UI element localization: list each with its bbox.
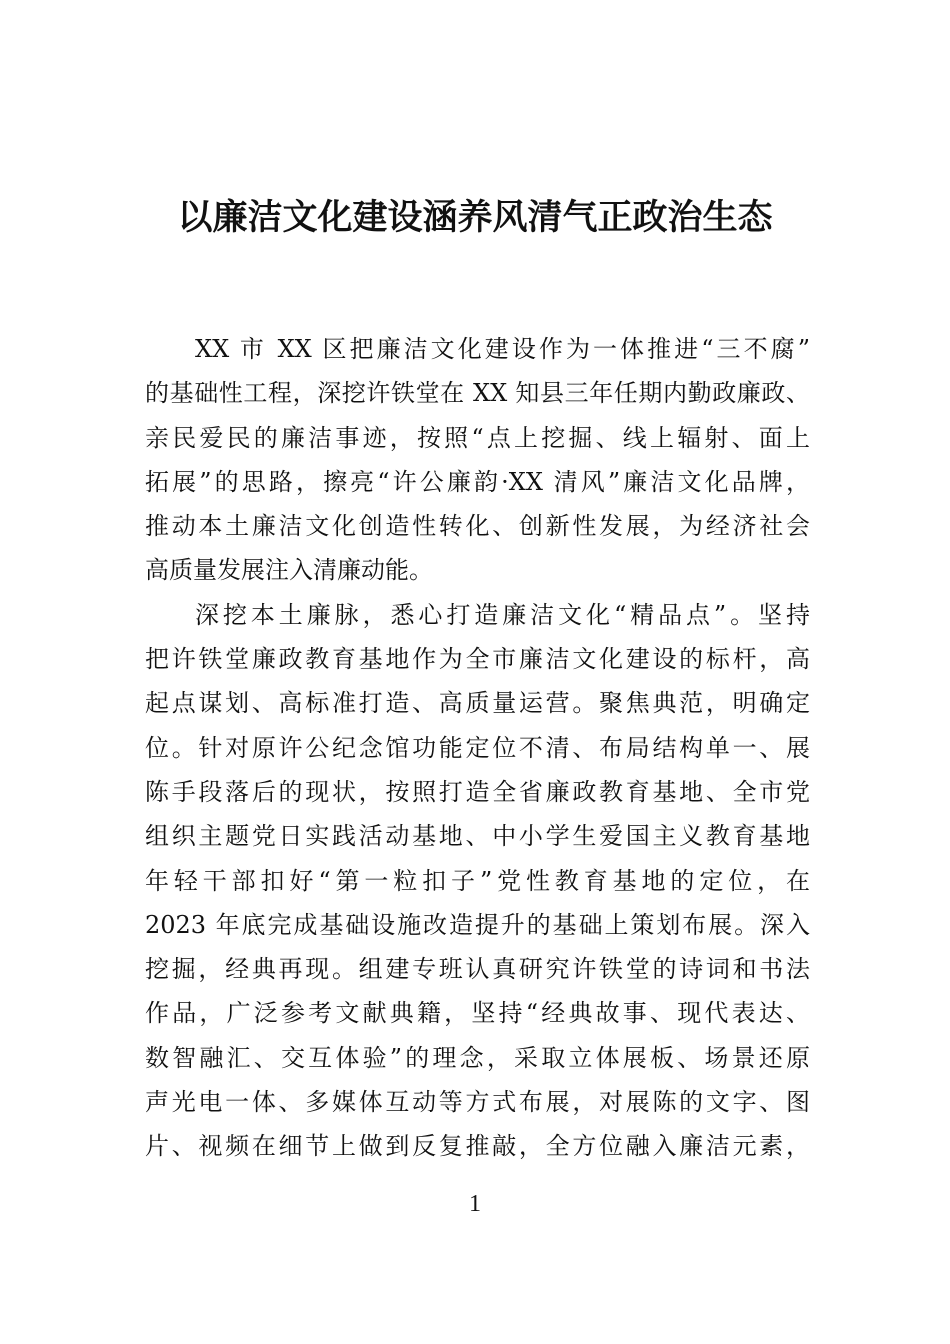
text-line: 起点谋划、高标准打造、高质量运营。聚焦典范，明确定	[145, 689, 810, 718]
text-line: XX 市 XX 区把廉洁文化建设作为一体推进“三不腐”	[195, 335, 810, 363]
text-line: 作品，广泛参考文献典籍，坚持“经典故事、现代表达、	[145, 999, 810, 1028]
text-line: 深挖本土廉脉，悉心打造廉洁文化“精品点”。坚持	[195, 600, 810, 629]
text-line: 挖掘，经典再现。组建专班认真研究许铁堂的诗词和书法	[145, 955, 810, 984]
document-title: 以廉洁文化建设涵养风清气正政治生态	[177, 197, 773, 238]
paragraph-1	[145, 327, 810, 593]
text-line: 2023 年底完成基础设施改造提升的基础上策划布展。深入	[145, 910, 810, 939]
text-line: 亲民爱民的廉洁事迹，按照“点上挖掘、线上辐射、面上	[145, 423, 810, 452]
text-line: 的基础性工程，深挖许铁堂在 XX 知县三年任期内勤政廉政、	[145, 379, 810, 408]
text-line: 组织主题党日实践活动基地、中小学生爱国主义教育基地	[145, 822, 810, 851]
text-line: 高质量发展注入清廉动能。	[145, 556, 433, 585]
text-line: 年轻干部扣好“第一粒扣子”党性教育基地的定位，在	[145, 866, 810, 895]
text-line: 把许铁堂廉政教育基地作为全市廉洁文化建设的标杆，高	[145, 645, 810, 674]
text-line: 位。针对原许公纪念馆功能定位不清、布局结构单一、展	[145, 733, 810, 762]
text-line: 推动本土廉洁文化创造性转化、创新性发展，为经济社会	[145, 512, 810, 541]
paragraph-2	[145, 593, 810, 1169]
document-body	[145, 327, 810, 1169]
page-number: 1	[469, 1191, 481, 1217]
text-line: 片、视频在细节上做到反复推敲，全方位融入廉洁元素，	[145, 1132, 810, 1161]
text-line: 声光电一体、多媒体互动等方式布展，对展陈的文字、图	[145, 1088, 810, 1117]
text-line: 拓展”的思路，擦亮“许公廉韵·XX 清风”廉洁文化品牌，	[145, 467, 810, 496]
text-line: 数智融汇、交互体验”的理念，采取立体展板、场景还原	[145, 1043, 810, 1072]
text-line: 陈手段落后的现状，按照打造全省廉政教育基地、全市党	[145, 777, 810, 806]
